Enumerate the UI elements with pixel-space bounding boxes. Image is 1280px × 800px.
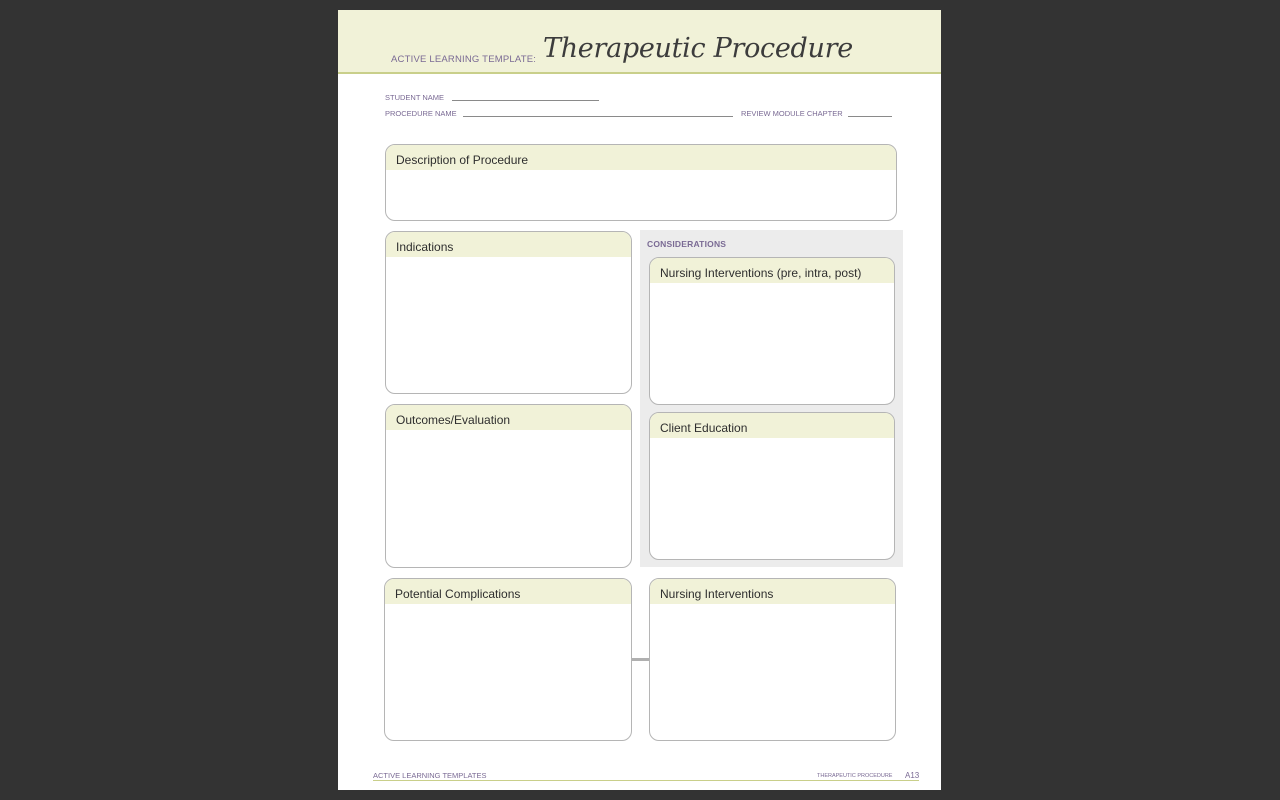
procedure-name-field[interactable] [463,116,733,117]
considerations-panel [640,230,903,567]
review-module-chapter-label: REVIEW MODULE CHAPTER [741,109,843,118]
footer-right-text: THERAPEUTIC PROCEDURE [817,773,893,779]
footer-divider [373,780,919,781]
potential-complications-box[interactable] [384,578,632,741]
nursing-interventions-phases-heading: Nursing Interventions (pre, intra, post) [650,258,894,283]
connector-line [632,658,650,661]
outcomes-box[interactable] [385,404,632,568]
nursing-interventions-phases-box[interactable] [649,257,895,405]
student-name-label: STUDENT NAME [385,93,445,102]
nursing-interventions-heading: Nursing Interventions [650,579,895,604]
procedure-name-label: PROCEDURE NAME [385,109,457,118]
header-band [338,10,941,74]
page-number: A13 [905,771,920,780]
description-box[interactable] [385,144,897,221]
client-education-box[interactable] [649,412,895,560]
potential-complications-heading: Potential Complications [385,579,631,604]
document-page [338,10,941,790]
student-name-field[interactable] [452,100,599,101]
indications-heading: Indications [386,232,631,257]
description-heading: Description of Procedure [386,145,896,170]
outcomes-heading: Outcomes/Evaluation [386,405,631,430]
client-education-heading: Client Education [650,413,894,438]
indications-box[interactable] [385,231,632,394]
template-label: ACTIVE LEARNING TEMPLATE: [391,54,537,65]
considerations-label: CONSIDERATIONS [647,239,727,249]
footer-left-text: ACTIVE LEARNING TEMPLATES [373,771,487,780]
review-module-chapter-field[interactable] [848,116,892,117]
page-title: Therapeutic Procedure [543,33,853,64]
nursing-interventions-box[interactable] [649,578,896,741]
